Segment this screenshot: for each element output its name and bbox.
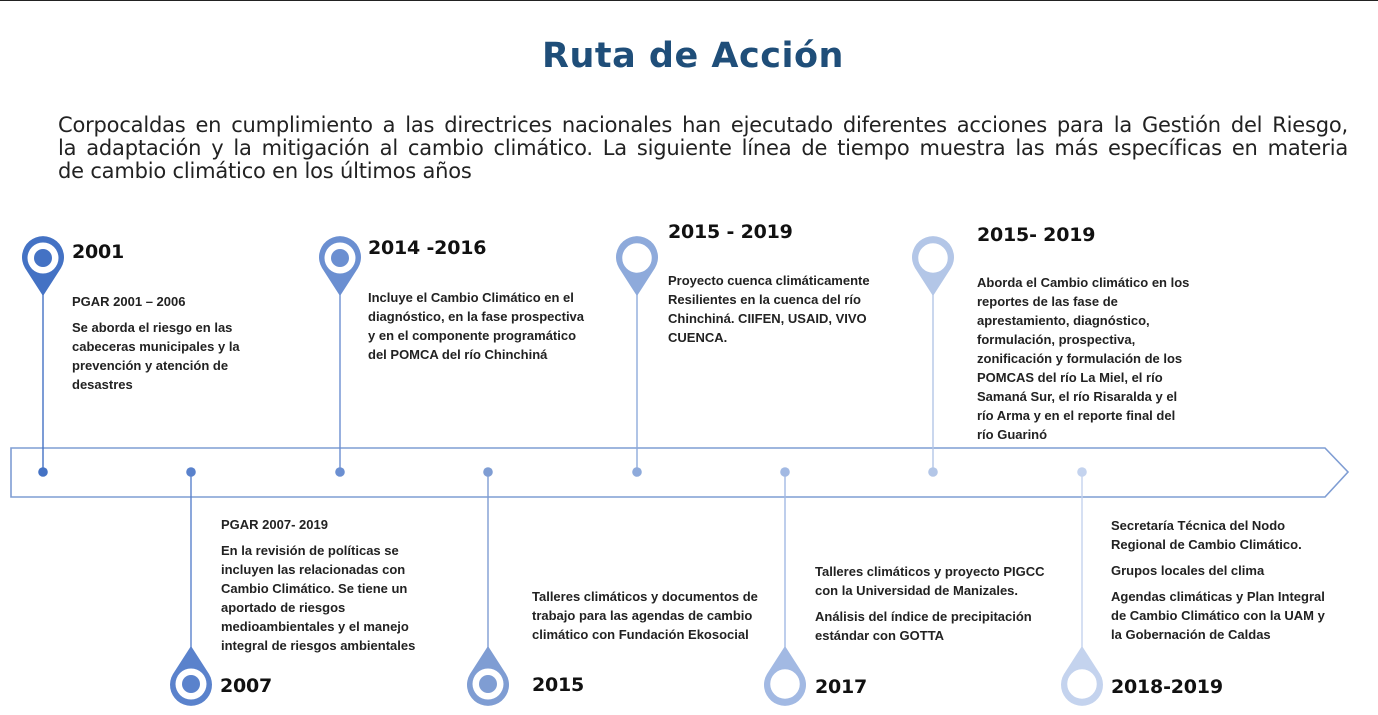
description-line: medioambientales y el manejo xyxy=(221,619,409,634)
pin-center xyxy=(479,675,497,693)
description-line: formulación, prospectiva, xyxy=(977,332,1136,347)
description-line: Cambio Climático. Se tiene un xyxy=(221,581,408,596)
timeline-dot xyxy=(928,467,938,477)
description-line: PGAR 2007- 2019 xyxy=(221,517,328,532)
description-line: Talleres climáticos y documentos de xyxy=(532,589,758,604)
description-line: río Guarinó xyxy=(977,427,1048,442)
pin-center xyxy=(331,249,349,267)
location-pin-icon xyxy=(616,236,658,296)
timeline-dot xyxy=(1077,467,1087,477)
description-line: aportado de riesgos xyxy=(221,600,346,615)
description-line: desastres xyxy=(72,377,133,392)
description-line: Regional de Cambio Climático. xyxy=(1111,537,1302,552)
description-paragraph xyxy=(668,271,908,347)
milestone-description-2014-2016 xyxy=(368,288,608,371)
description-line: con la Universidad de Manizales. xyxy=(815,583,1019,598)
milestone-description-2015-2019-a xyxy=(668,271,908,354)
description-paragraph xyxy=(72,318,292,394)
timeline-dot xyxy=(780,467,790,477)
year-label-2015-2019-a: 2015 - 2019 xyxy=(668,221,793,243)
location-pin-icon xyxy=(1061,646,1103,706)
description-line: cabeceras municipales y la xyxy=(72,339,240,354)
year-label-2015: 2015 xyxy=(532,674,585,696)
intro-line: Corpocaldas en cumplimiento a las directrices nacionales han ejecutado diferentes acciones para la Gestión del Riesgo, xyxy=(58,113,1348,137)
description-line: Se aborda el riesgo en las xyxy=(72,320,233,335)
timeline-dot xyxy=(186,467,196,477)
timeline-dot xyxy=(632,467,642,477)
description-paragraph xyxy=(1111,587,1361,644)
description-line: trabajo para las agendas de cambio xyxy=(532,608,753,623)
timeline-arrow xyxy=(11,448,1348,497)
pin-center xyxy=(1067,669,1098,700)
description-line: de Cambio Climático con la UAM y xyxy=(1111,608,1325,623)
description-line: integral de riesgos ambientales xyxy=(221,638,416,653)
timeline-dot xyxy=(335,467,345,477)
description-line: la Gobernación de Caldas xyxy=(1111,627,1271,642)
timeline-dot xyxy=(483,467,493,477)
description-line: CUENCA. xyxy=(668,330,728,345)
description-paragraph xyxy=(1111,561,1361,580)
description-line: zonificación y formulación de los xyxy=(977,351,1183,366)
description-paragraph xyxy=(815,607,1065,645)
description-line: Proyecto cuenca climáticamente xyxy=(668,273,870,288)
timeline-dot xyxy=(38,467,48,477)
pin-center xyxy=(182,675,200,693)
year-label-2014-2016: 2014 -2016 xyxy=(368,237,487,259)
year-label-2017: 2017 xyxy=(815,676,868,698)
year-label-2015-2019-b: 2015- 2019 xyxy=(977,224,1096,246)
pin-center xyxy=(770,669,801,700)
description-line: Incluye el Cambio Climático en el xyxy=(368,290,574,305)
description-line: Análisis del índice de precipitación xyxy=(815,609,1032,624)
description-line: del POMCA del río Chinchiná xyxy=(368,347,548,362)
description-paragraph xyxy=(815,562,1065,600)
milestone-description-2017 xyxy=(815,562,1065,652)
description-paragraph xyxy=(368,288,608,364)
intro-line: de cambio climático en los últimos años xyxy=(58,159,472,183)
pin-center xyxy=(34,249,52,267)
description-line: río Arma y en el reporte final del xyxy=(977,408,1176,423)
description-line: En la revisión de políticas se xyxy=(221,543,399,558)
pin-center xyxy=(918,243,949,274)
description-paragraph xyxy=(221,541,451,655)
timeline-dots xyxy=(38,467,1087,477)
description-line: Resilientes en la cuenca del río xyxy=(668,292,861,307)
intro-line: la adaptación y la mitigación al cambio climático. La siguiente línea de tiempo muestra las más específicas en materia xyxy=(58,136,1348,160)
description-paragraph xyxy=(72,292,292,311)
pin-center xyxy=(622,243,653,274)
page-title: Ruta de Acción xyxy=(542,36,844,76)
location-pin-icon xyxy=(319,236,361,296)
description-line: Talleres climáticos y proyecto PIGCC xyxy=(815,564,1045,579)
location-pin-icon xyxy=(912,236,954,296)
description-line: POMCAS del río La Miel, el río xyxy=(977,370,1163,385)
year-label-2007: 2007 xyxy=(220,675,273,697)
description-line: PGAR 2001 – 2006 xyxy=(72,294,186,309)
description-paragraph xyxy=(1111,516,1361,554)
milestone-description-2018-2019 xyxy=(1111,516,1361,651)
description-line: diagnóstico, en la fase prospectiva xyxy=(368,309,585,324)
description-line: reportes de las fase de xyxy=(977,294,1118,309)
location-pin-icon xyxy=(764,646,806,706)
description-paragraph xyxy=(977,273,1217,444)
description-line: Secretaría Técnica del Nodo xyxy=(1111,518,1286,533)
description-line: aprestamiento, diagnóstico, xyxy=(977,313,1150,328)
milestone-description-2015-2019-b xyxy=(977,273,1217,451)
description-line: Chinchiná. CIIFEN, USAID, VIVO xyxy=(668,311,867,326)
description-line: climático con Fundación Ekosocial xyxy=(532,627,749,642)
description-line: Samaná Sur, el río Risaralda y el xyxy=(977,389,1178,404)
description-line: Agendas climáticas y Plan Integral xyxy=(1111,589,1325,604)
location-pin-icon xyxy=(170,646,212,706)
milestone-description-2015 xyxy=(532,587,782,651)
description-paragraph xyxy=(532,587,782,644)
year-label-2018-2019: 2018-2019 xyxy=(1111,676,1223,698)
milestone-description-2001 xyxy=(72,292,292,401)
description-line: incluyen las relacionadas con xyxy=(221,562,406,577)
description-paragraph xyxy=(221,515,451,534)
description-line: Grupos locales del clima xyxy=(1111,563,1265,578)
description-line: y en el componente programático xyxy=(368,328,577,343)
description-line: estándar con GOTTA xyxy=(815,628,945,643)
description-line: prevención y atención de xyxy=(72,358,229,373)
location-pin-icon xyxy=(467,646,509,706)
location-pin-icon xyxy=(22,236,64,296)
year-label-2001: 2001 xyxy=(72,241,125,263)
description-line: Aborda el Cambio climático en los xyxy=(977,275,1190,290)
milestone-description-2007 xyxy=(221,515,451,662)
